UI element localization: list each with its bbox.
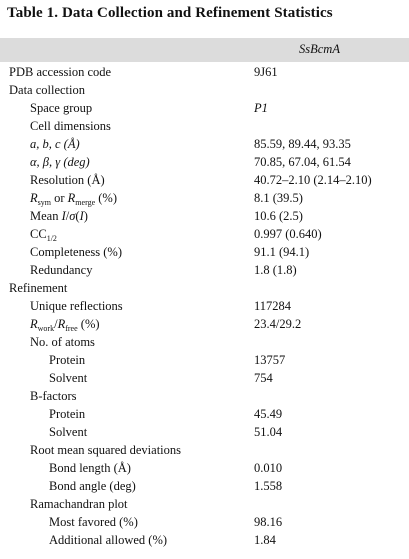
row-value: 10.6 (2.5): [254, 209, 303, 223]
row-value: 98.16: [254, 515, 283, 529]
row-value: 0.010: [254, 461, 283, 475]
row-label: PDB accession code: [9, 65, 112, 79]
row-value: 117284: [254, 299, 292, 313]
row-value: 0.997 (0.640): [254, 227, 322, 241]
table-title: Table 1. Data Collection and Refinement Statistics: [7, 5, 333, 21]
row-value: 40.72–2.10 (2.14–2.10): [254, 173, 372, 187]
table-row: [0, 99, 409, 117]
table-row: [0, 441, 409, 459]
table-row: [0, 531, 409, 549]
row-label: Space group: [30, 101, 93, 115]
table-row: [0, 477, 409, 495]
row-value: P1: [254, 101, 268, 115]
row-value: 70.85, 67.04, 61.54: [254, 155, 351, 169]
row-label: Bond angle (deg): [49, 479, 136, 493]
row-value: 85.59, 89.44, 93.35: [254, 137, 351, 151]
table-row: [0, 333, 409, 351]
row-label: Additional allowed (%): [49, 533, 168, 547]
table-row: [0, 351, 409, 369]
row-label: a, b, c (Å): [30, 137, 80, 151]
row-label: Mean I/σ(I): [30, 209, 88, 223]
row-label: Redundancy: [30, 263, 93, 277]
table-row: [0, 261, 409, 279]
table-row: [0, 279, 409, 297]
table-row: [0, 513, 409, 531]
row-value: 1.8 (1.8): [254, 263, 297, 277]
section-label: Refinement: [9, 281, 68, 295]
table-row: [0, 243, 409, 261]
row-label: Bond length (Å): [49, 461, 131, 475]
row-value: 23.4/29.2: [254, 317, 302, 331]
table-row: [0, 387, 409, 405]
subsection-label: No. of atoms: [30, 335, 95, 349]
table-row: [0, 63, 409, 81]
row-value: 8.1 (39.5): [254, 191, 303, 205]
row-label: $CC_{1/2}$: [30, 227, 57, 243]
column-header: SsBcmA: [299, 42, 340, 56]
table-header-band: [0, 38, 409, 62]
subsection-label: Cell dimensions: [30, 119, 111, 133]
row-label: Completeness (%): [30, 245, 122, 259]
row-label: Protein: [49, 407, 86, 421]
section-label: Data collection: [9, 83, 86, 97]
subsection-label: B-factors: [30, 389, 77, 403]
row-label: Resolution (Å): [30, 173, 105, 187]
row-label: Solvent: [49, 371, 88, 385]
row-label: $R_{work}/R_{free}$ (%): [30, 317, 100, 333]
table-row: [0, 369, 409, 387]
row-label: Unique reflections: [30, 299, 123, 313]
row-label: Solvent: [49, 425, 88, 439]
row-value: 754: [254, 371, 273, 385]
table-row: [0, 171, 409, 189]
row-label: Protein: [49, 353, 86, 367]
table-row: [0, 117, 409, 135]
row-value: 91.1 (94.1): [254, 245, 310, 259]
table-row: [0, 81, 409, 99]
table-row: [0, 315, 409, 333]
row-value: 9J61: [254, 65, 278, 79]
row-label: α, β, γ (deg): [30, 155, 90, 169]
table-row: [0, 189, 409, 207]
table-row: [0, 135, 409, 153]
table-row: [0, 225, 409, 243]
table-row: [0, 405, 409, 423]
row-value: 45.49: [254, 407, 283, 421]
row-value: 51.04: [254, 425, 283, 439]
row-label: Most favored (%): [49, 515, 138, 529]
subsection-label: Ramachandran plot: [30, 497, 128, 511]
row-value: 1.558: [254, 479, 283, 493]
subsection-label: Root mean squared deviations: [30, 443, 182, 457]
table-row: [0, 459, 409, 477]
row-label: $R_{sym}$ or $R_{merge}$ (%): [30, 191, 118, 207]
table-row: [0, 153, 409, 171]
table-row: [0, 297, 409, 315]
row-value: 1.84: [254, 533, 276, 547]
table-row: [0, 495, 409, 513]
table-row: [0, 207, 409, 225]
table-row: [0, 423, 409, 441]
row-value: 13757: [254, 353, 286, 367]
